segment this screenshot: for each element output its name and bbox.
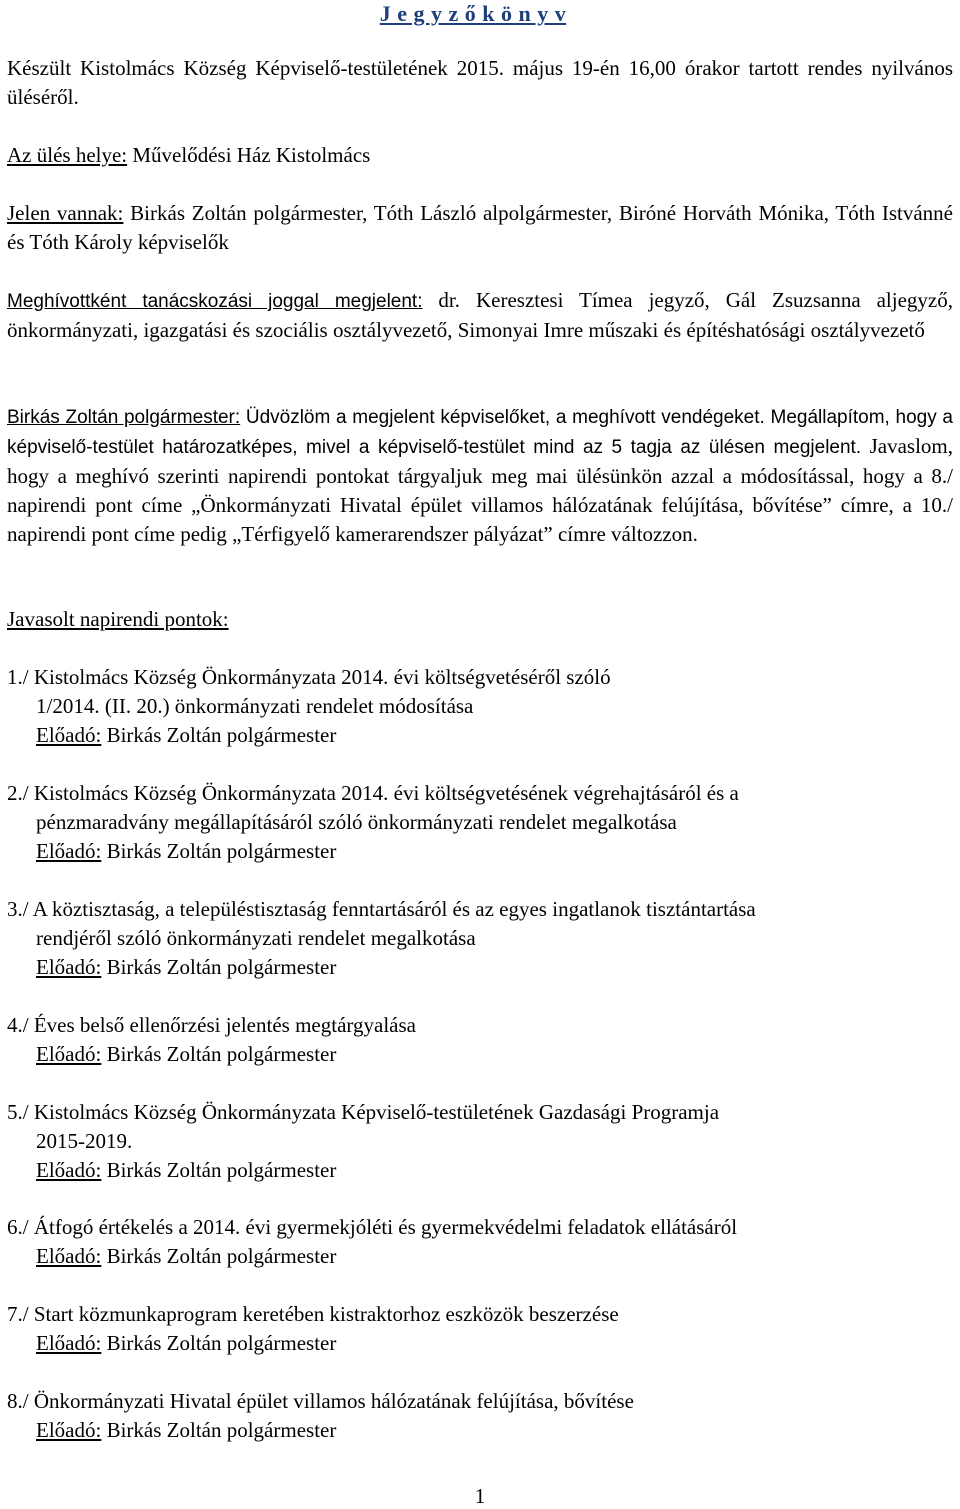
- present-value: Birkás Zoltán polgármester, Tóth László alpolgármester, Biróné Horváth Mónika, Tóth Istvánné és Tóth Károly képviselők: [7, 201, 953, 254]
- agenda-item-number: 7./: [7, 1302, 29, 1326]
- agenda-item-number: 4./: [7, 1013, 29, 1037]
- venue-label: Az ülés helye:: [7, 143, 128, 167]
- venue-value: Művelődési Ház Kistolmács: [127, 143, 371, 167]
- presenter-label: Előadó:: [36, 1418, 102, 1442]
- agenda-item-presenter: [7, 953, 953, 982]
- agenda-heading: [7, 605, 953, 634]
- presenter-label: Előadó:: [36, 1331, 102, 1355]
- presenter-value: Birkás Zoltán polgármester: [101, 955, 337, 979]
- agenda-item-number: 5./: [7, 1100, 29, 1124]
- present-paragraph: [7, 199, 953, 257]
- agenda-item-presenter: [7, 1329, 953, 1358]
- presenter-value: Birkás Zoltán polgármester: [101, 1042, 337, 1066]
- agenda-item-line: Önkormányzati Hivatal épület villamos hálózatának felújítása, bővítése: [33, 1389, 634, 1413]
- intro-paragraph: Készült Kistolmács Község Képviselő-testületének 2015. május 19-én 16,00 órakor tartott rendes nyilvános üléséről.: [7, 56, 953, 109]
- page-number: 1: [474, 1484, 486, 1508]
- venue-line: [7, 141, 953, 170]
- presenter-value: Birkás Zoltán polgármester: [101, 1331, 337, 1355]
- present-label: Jelen vannak:: [7, 201, 124, 225]
- invited-paragraph: [7, 286, 953, 345]
- agenda-item: [7, 779, 953, 866]
- presenter-label: Előadó:: [36, 1042, 102, 1066]
- agenda-item-number: 6./: [7, 1215, 29, 1239]
- mayor-speech-label: Birkás Zoltán polgármester:: [7, 407, 241, 428]
- agenda-item-presenter: [7, 1416, 953, 1445]
- presenter-value: Birkás Zoltán polgármester: [101, 723, 337, 747]
- agenda-item-number: 2./: [7, 781, 29, 805]
- agenda-item-line: Kistolmács Község Önkormányzata Képviselő-testületének Gazdasági Programja: [33, 1100, 720, 1124]
- agenda-item-line: pénzmaradvány megállapításáról szóló önkormányzati rendelet megalkotása: [36, 810, 677, 834]
- presenter-value: Birkás Zoltán polgármester: [101, 1418, 337, 1442]
- agenda-item-line: Éves belső ellenőrzési jelentés megtárgyalása: [33, 1013, 416, 1037]
- presenter-label: Előadó:: [36, 1158, 102, 1182]
- presenter-label: Előadó:: [36, 1244, 102, 1268]
- agenda-item-line: Kistolmács Község Önkormányzata 2014. évi költségvetésének végrehajtásáról és a: [33, 781, 739, 805]
- agenda-item-line: rendjéről szóló önkormányzati rendelet megalkotása: [36, 926, 476, 950]
- agenda-item-presenter: [7, 1040, 953, 1069]
- presenter-label: Előadó:: [36, 955, 102, 979]
- agenda-item-line: 1/2014. (II. 20.) önkormányzati rendelet módosítása: [36, 694, 474, 718]
- agenda-item-line: 2015-2019.: [36, 1129, 133, 1153]
- agenda-item: [7, 1098, 953, 1185]
- document-title: J e g y z ő k ö n y v: [379, 1, 567, 26]
- agenda-item: [7, 895, 953, 982]
- agenda-item: [7, 1213, 953, 1271]
- agenda-item: [7, 1387, 953, 1445]
- agenda-item-presenter: [7, 721, 953, 750]
- agenda-item-presenter: [7, 1156, 953, 1185]
- agenda-item-line: A köztisztaság, a településtisztaság fenntartásáról és az egyes ingatlanok tisztántartása: [32, 897, 756, 921]
- mayor-speech-paragraph: [7, 402, 953, 549]
- agenda-item-number: 1./: [7, 665, 29, 689]
- presenter-value: Birkás Zoltán polgármester: [101, 839, 337, 863]
- agenda-item: [7, 663, 953, 750]
- agenda-item-presenter: [7, 837, 953, 866]
- mayor-speech-sans-text: Üdvözlöm a megjelent képviselőket, a meghívott vendégeket. Megállapítom, hogy a képviselő-testület határozatképes, mivel a képviselő-testület mind az 5 tagja az ülésen megjelent.: [7, 407, 953, 458]
- presenter-label: Előadó:: [36, 723, 102, 747]
- agenda-item: [7, 1300, 953, 1358]
- agenda-heading-text: Javasolt napirendi pontok:: [7, 607, 229, 631]
- agenda-item-number: 3./: [7, 897, 29, 921]
- agenda-item-line: Start közmunkaprogram keretében kistraktorhoz eszközök beszerzése: [33, 1302, 619, 1326]
- agenda-item-number: 8./: [7, 1389, 29, 1413]
- agenda-item: [7, 1011, 953, 1069]
- presenter-value: Birkás Zoltán polgármester: [101, 1244, 337, 1268]
- presenter-label: Előadó:: [36, 839, 102, 863]
- presenter-value: Birkás Zoltán polgármester: [101, 1158, 337, 1182]
- mayor-speech-text: Javaslom, hogy a meghívó szerinti napirendi pontokat tárgyaljuk meg mai ülésünkön azzal a módosítással, hogy a 8./ napirendi pont címe „Önkormányzati Hivatal épület villamos hálózatának felújítása, bővítése” címre, a 10./ napirendi pont címe pedig „Térfigyelő kamerarendszer pályázat” címre változzon.: [7, 434, 954, 546]
- agenda-item-line: Kistolmács Község Önkormányzata 2014. évi költségvetéséről szóló: [33, 665, 611, 689]
- invited-label: Meghívottként tanácskozási joggal megjelent:: [7, 291, 423, 312]
- invited-value: dr. Keresztesi Tímea jegyző, Gál Zsuzsanna aljegyző, önkormányzati, igazgatási és szociális osztályvezető, Simonyai Imre műszaki és építéshatósági osztályvezető: [7, 288, 953, 342]
- agenda-item-line: Átfogó értékelés a 2014. évi gyermekjóléti és gyermekvédelmi feladatok ellátásáról: [33, 1215, 738, 1239]
- agenda-item-presenter: [7, 1242, 953, 1271]
